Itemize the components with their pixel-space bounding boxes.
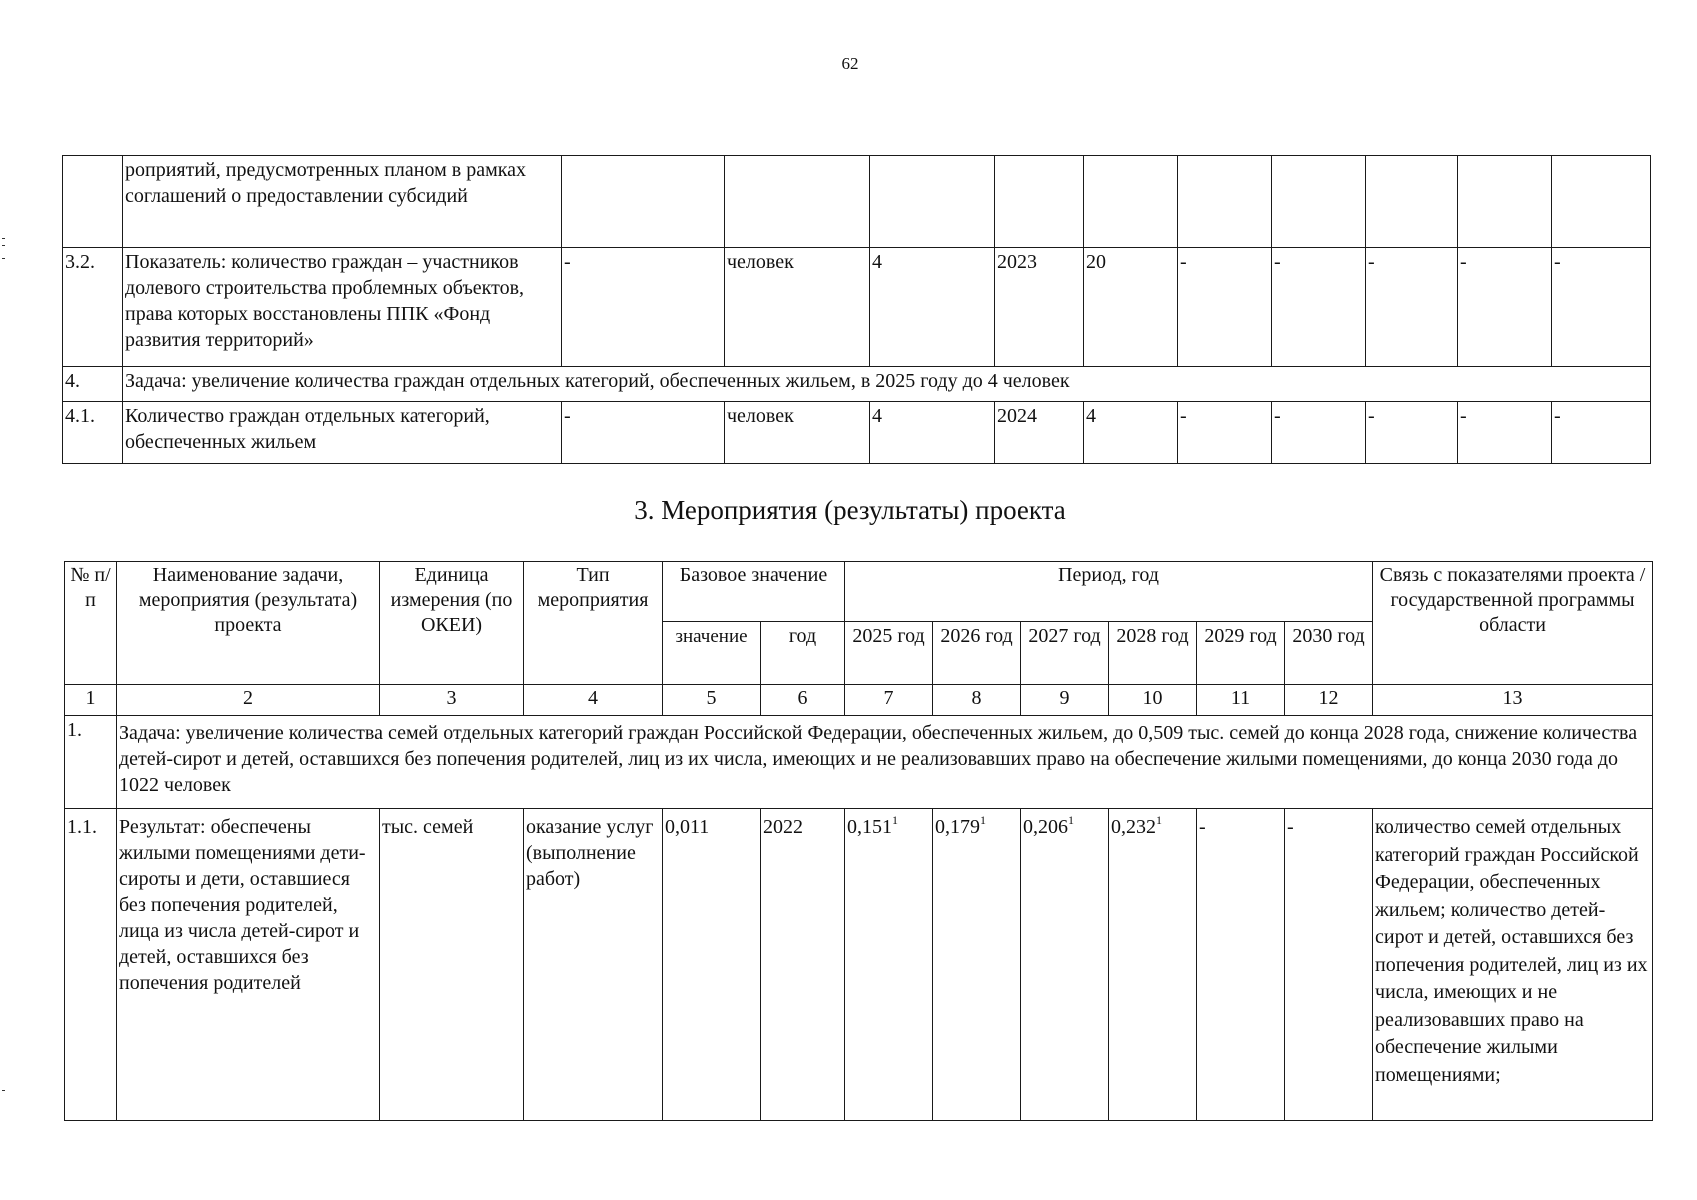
header-year: 2028 год bbox=[1109, 622, 1197, 685]
header-period: Период, год bbox=[845, 562, 1373, 622]
value-cell: - bbox=[1552, 402, 1651, 464]
value-cell: - bbox=[1552, 248, 1651, 367]
value-cell: 20 bbox=[1084, 248, 1178, 367]
header-base: Базовое значение bbox=[663, 562, 845, 622]
column-number: 3 bbox=[380, 685, 524, 716]
indicator-name: Количество граждан отдельных категорий, обеспеченных жильем bbox=[123, 402, 562, 464]
row-number bbox=[63, 156, 123, 248]
value-2028-cell bbox=[1109, 809, 1197, 1121]
row-number: 1. bbox=[65, 716, 117, 809]
value-2028: 0,232 bbox=[1111, 816, 1157, 838]
indicator-name: роприятий, предусмотренных планом в рамках соглашений о предоставлении субсидий bbox=[123, 156, 562, 248]
value-cell bbox=[1366, 156, 1458, 248]
column-number: 12 bbox=[1285, 685, 1373, 716]
value-2027: 0,206 bbox=[1023, 816, 1069, 838]
scan-mark bbox=[2, 1090, 5, 1091]
unit-cell bbox=[725, 156, 870, 248]
result-name: Результат: обеспечены жилыми помещениями дети-сироты и дети, оставшиеся без попечения родителей, лица из числа детей-сирот и детей, оставшихся без попечения родителей bbox=[117, 809, 380, 1121]
column-number: 6 bbox=[761, 685, 845, 716]
value-cell: - bbox=[1366, 402, 1458, 464]
task-row bbox=[63, 367, 1651, 402]
table-row bbox=[63, 156, 1651, 248]
task-row bbox=[65, 716, 1653, 809]
header-link: Связь с показателями проекта / государственной программы области bbox=[1373, 562, 1653, 685]
value-cell: - bbox=[1458, 402, 1552, 464]
header-base-year: год bbox=[761, 622, 845, 685]
footnote-mark: 1 bbox=[1156, 813, 1163, 827]
row-number: 1.1. bbox=[65, 809, 117, 1121]
column-number: 11 bbox=[1197, 685, 1285, 716]
column-number: 7 bbox=[845, 685, 933, 716]
link-cell: количество семей отдельных категорий граждан Российской Федерации, обеспеченных жильем; количество детей-сирот и детей, оставшихся без попечения родителей, лиц из их числа, имеющих и не реализовавших право на обеспечение жилыми помещениями; bbox=[1373, 809, 1653, 1121]
column-number: 9 bbox=[1021, 685, 1109, 716]
value-cell bbox=[1458, 156, 1552, 248]
cell: - bbox=[562, 402, 725, 464]
type-cell: оказание услуг (выполнение работ) bbox=[524, 809, 663, 1121]
header-num: № п/п bbox=[65, 562, 117, 685]
column-number: 1 bbox=[65, 685, 117, 716]
task-text: Задача: увеличение количества граждан отдельных категорий, обеспеченных жильем, в 2025 году до 4 человек bbox=[123, 367, 1651, 402]
value-2030-cell: - bbox=[1285, 809, 1373, 1121]
scan-mark bbox=[2, 238, 5, 239]
scan-mark bbox=[2, 245, 5, 246]
unit-cell: тыс. семей bbox=[380, 809, 524, 1121]
result-row bbox=[65, 809, 1653, 1121]
value-cell bbox=[1178, 156, 1272, 248]
header-year: 2026 год bbox=[933, 622, 1021, 685]
value-2025: 0,151 bbox=[847, 816, 893, 838]
unit-cell: человек bbox=[725, 402, 870, 464]
value-cell bbox=[1272, 156, 1366, 248]
value-cell: - bbox=[1366, 248, 1458, 367]
cell: - bbox=[562, 248, 725, 367]
value-2025-cell bbox=[845, 809, 933, 1121]
column-number: 8 bbox=[933, 685, 1021, 716]
value-cell: - bbox=[1458, 248, 1552, 367]
column-number: 5 bbox=[663, 685, 761, 716]
base-value-cell bbox=[870, 156, 995, 248]
value-2029-cell: - bbox=[1197, 809, 1285, 1121]
column-number: 13 bbox=[1373, 685, 1653, 716]
unit-cell: человек bbox=[725, 248, 870, 367]
value-cell: - bbox=[1178, 248, 1272, 367]
indicators-table bbox=[62, 155, 1651, 464]
value-2026: 0,179 bbox=[935, 816, 981, 838]
column-number: 2 bbox=[117, 685, 380, 716]
value-cell: - bbox=[1272, 402, 1366, 464]
base-year-cell bbox=[995, 156, 1084, 248]
cell bbox=[562, 156, 725, 248]
base-value-cell: 4 bbox=[870, 248, 995, 367]
value-cell: - bbox=[1272, 248, 1366, 367]
footnote-mark: 1 bbox=[892, 813, 899, 827]
value-cell bbox=[1084, 156, 1178, 248]
row-number: 3.2. bbox=[63, 248, 123, 367]
header-year: 2027 год bbox=[1021, 622, 1109, 685]
base-value-cell: 0,011 bbox=[663, 809, 761, 1121]
value-cell bbox=[1552, 156, 1651, 248]
column-number-row bbox=[65, 685, 1653, 716]
header-type: Тип мероприятия bbox=[524, 562, 663, 685]
footnote-mark: 1 bbox=[980, 813, 987, 827]
header-unit: Единица измерения (по ОКЕИ) bbox=[380, 562, 524, 685]
value-2027-cell bbox=[1021, 809, 1109, 1121]
header-year: 2030 год bbox=[1285, 622, 1373, 685]
table-row bbox=[63, 402, 1651, 464]
header-year: 2029 год bbox=[1197, 622, 1285, 685]
column-number: 10 bbox=[1109, 685, 1197, 716]
section-title: 3. Мероприятия (результаты) проекта bbox=[634, 495, 1066, 525]
value-cell: 4 bbox=[1084, 402, 1178, 464]
base-value-cell: 4 bbox=[870, 402, 995, 464]
row-number: 4. bbox=[63, 367, 123, 402]
base-year-cell: 2022 bbox=[761, 809, 845, 1121]
value-2026-cell bbox=[933, 809, 1021, 1121]
header-row bbox=[65, 562, 1653, 622]
column-number: 4 bbox=[524, 685, 663, 716]
base-year-cell: 2023 bbox=[995, 248, 1084, 367]
header-name: Наименование задачи, мероприятия (результата) проекта bbox=[117, 562, 380, 685]
page-number: 62 bbox=[841, 54, 859, 73]
scan-mark bbox=[2, 258, 5, 259]
header-base-value: значение bbox=[663, 622, 761, 685]
project-results-table bbox=[64, 561, 1653, 1121]
value-cell: - bbox=[1178, 402, 1272, 464]
task-text: Задача: увеличение количества семей отдельных категорий граждан Российской Федерации, обеспеченных жильем, до 0,509 тыс. семей до конца 2028 года, снижение количества детей-сирот и детей, оставшихся без попечения родителей, лиц из их числа, имеющих и не реализовавших право на обеспечение жилыми помещениями, до конца 2030 года до 1022 человек bbox=[117, 716, 1653, 809]
base-year-cell: 2024 bbox=[995, 402, 1084, 464]
header-year: 2025 год bbox=[845, 622, 933, 685]
indicator-name: Показатель: количество граждан – участников долевого строительства проблемных объектов, права которых восстановлены ППК «Фонд развития территорий» bbox=[123, 248, 562, 367]
row-number: 4.1. bbox=[63, 402, 123, 464]
footnote-mark: 1 bbox=[1068, 813, 1075, 827]
table-row bbox=[63, 248, 1651, 367]
